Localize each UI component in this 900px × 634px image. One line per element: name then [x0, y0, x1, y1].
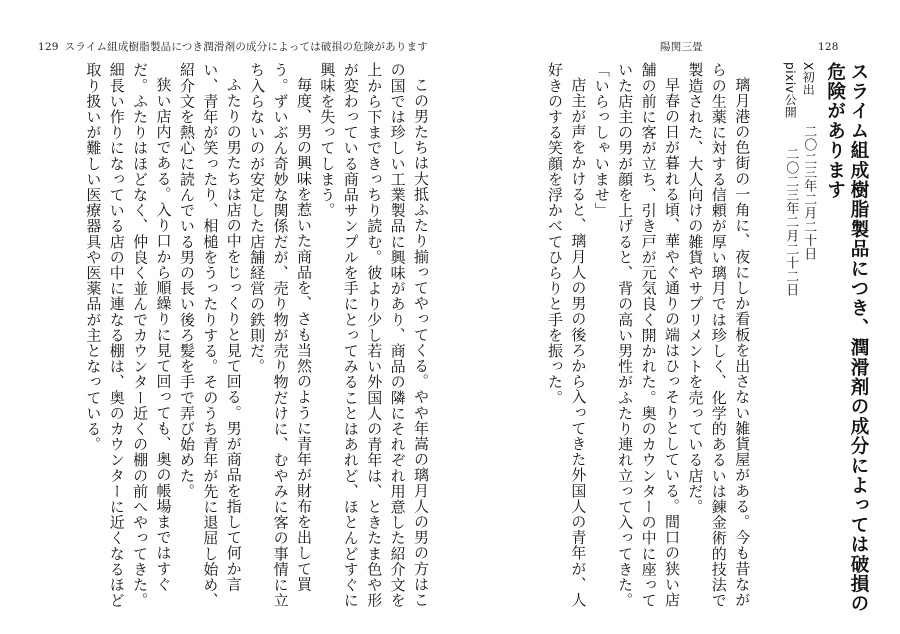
story-title: スライム組成樹脂製品につき、潤滑剤の成分によっては破損の危険があります: [824, 62, 869, 614]
credit-date-1: 二〇二三年二月二十日: [801, 124, 817, 261]
paragraph: 毎度、男の興味を惹いた商品を、さも当然のように青年が財布を出して買う。ずいぶん奇妙な関係だが、売り物が売り物だけに、むやみに客の事情に立ち入らないのが安定した店舗経営の鉄則だ。: [248, 62, 313, 608]
paragraph: ふたりの男たちは店の中をじっくりと見て回る。男が商品を指して何か言い、青年が笑ったり、相槌をうったりする。そのうち青年が先に退屈し始め、紹介文を熱心に読んでいる男の長い後ろ髪を手で弄び始めた。: [177, 62, 243, 608]
left-running-title: スライム組成樹脂製品につき潤滑剤の成分によっては破損の危険があります: [64, 41, 428, 53]
right-page-text: [543, 62, 870, 622]
publication-credits: [781, 62, 817, 622]
paragraph: 早春の日が暮れる頃、華やぐ通りの端はひっそりとしている。間口の狭い店舗の前に客が立ち、引き戸が元気良く開かれた。奥のカウンターの中に座っていた店主の男が顔を上げると、背の高い男性がふたり連れ立って入ってきた。: [616, 62, 681, 608]
credit-row-2: [781, 62, 799, 622]
paragraph: この男たちは大抵ふたり揃ってやってくる。やや年嵩の璃月人の男の方はこの国では珍しい工業製品に興味があり、商品の隣にそれぞれ用意した紹介文を上から下まできっちり読む。彼より少し若い外国人の青年は、ときたま色や形が変わっている商品サンプルを手にとってみることはあれど、ほとんどすぐに興味を失ってしまう。: [318, 62, 430, 608]
paragraph: 店主が声をかけると、璃月人の男の後ろから入ってきた外国人の青年が、人好きのする笑顔を浮かべてひらりと手を振った。: [545, 62, 588, 608]
right-page: [470, 62, 870, 622]
left-page-text: [81, 62, 432, 622]
paragraph: 璃月港の色街の一角に、夜にしか看板を出さない雑貨屋がある。今も昔ながらの生薬に対する信頼が厚い璃月では珍しく、化学的あるいは錬金術的技法で製造された、大人向けの雑貨やサプリメントを売っている店だ。: [686, 62, 752, 608]
credit-label-2: pixiv公開: [783, 62, 798, 119]
center-running-title: 陽関三畳: [660, 41, 703, 53]
left-page: [32, 62, 432, 622]
dialogue-line: 「いらっしゃいませ」: [592, 62, 611, 218]
left-page-number: 129: [38, 41, 59, 53]
right-page-number: 128: [818, 41, 839, 53]
left-running-head: [38, 40, 428, 54]
credit-label-1: X初出: [801, 62, 816, 97]
paragraph: 狭い店内である。入り口から順繰りに見て回っても、奥の帳場まではすぐだ。ふたりはほどなく、仲良く並んでカウンター近くの棚の前へやってきた。細長い作りになっている店の中に連なる棚は、奥のカウンターに近くなるほど取り扱いが難しい医療器具や医薬品が主となっている。: [84, 62, 173, 608]
credit-row-1: [799, 62, 817, 622]
credit-date-2: 二〇二三年二月二十二日: [783, 147, 799, 297]
